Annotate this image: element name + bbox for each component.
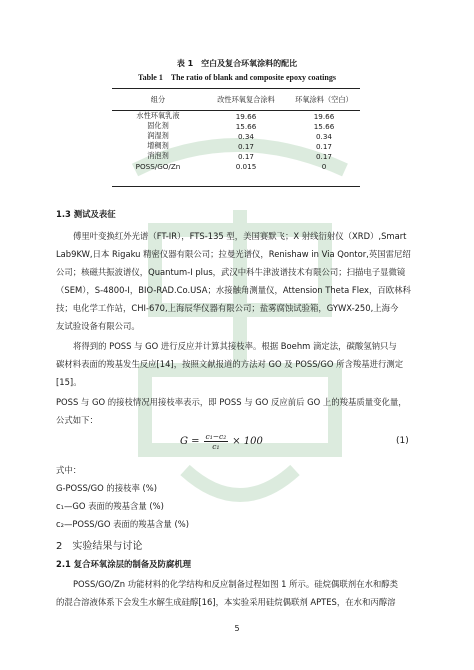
table-cell: 0.015 <box>235 161 257 171</box>
formula-fraction <box>204 432 229 451</box>
where-intro: 式中： <box>56 465 82 475</box>
table-header-cell: 环氧涂料（空白） <box>295 95 353 104</box>
table-cell: 增稠剂 <box>147 141 169 150</box>
table-cell: 19.66 <box>235 111 257 121</box>
table-cell: 水性环氧乳液 <box>136 111 180 120</box>
text-line: 公式如下： <box>56 415 98 425</box>
formula-rhs: × 100 <box>232 436 263 447</box>
table-row <box>112 161 360 171</box>
table-top-rule <box>112 88 360 89</box>
text-line: 傅里叶变换红外光谱（FT-IR），FTS-135 型，美国赛默飞；X 射线衍射仪（XRD）,Smart <box>73 231 407 241</box>
table-caption-zh: 表 1 空白及复合环氧涂料的配比 <box>176 59 298 68</box>
table-bottom-rule <box>112 186 360 187</box>
where-item: G-POSS/GO 的接枝率 (%) <box>56 483 158 493</box>
table-cell: 15.66 <box>235 121 257 131</box>
text-line: Lab9KW,日本 Rigaku 精密仪器有限公司；拉曼光谱仪，Renishaw in Via Qontor,英国雷尼绍 <box>56 249 411 259</box>
where-item: c₁—GO 表面的羧基含量 (%) <box>56 501 164 511</box>
table-cell: 0.34 <box>315 131 332 141</box>
equation-number: (1) <box>396 436 409 446</box>
table-cell: 0.17 <box>237 151 254 161</box>
table-cell: 19.66 <box>313 111 335 121</box>
formula-denominator: c₁ <box>212 442 220 451</box>
table-cell: 0.17 <box>315 141 332 151</box>
table-header-row <box>112 93 360 107</box>
table-cell: 0 <box>321 161 327 171</box>
table-cell: 0.17 <box>237 141 254 151</box>
text-line: [15]。 <box>56 377 82 387</box>
table-header-cell: 组分 <box>150 95 166 104</box>
text-line: 的混合溶液体系下会发生水解生成硅醇[16]，本实验采用硅烷偶联剂 APTES，在水和丙醇溶 <box>56 597 396 607</box>
table-row <box>112 151 360 161</box>
table-row <box>112 107 360 121</box>
section-heading-1-3: 1.3 测试及表征 <box>56 209 116 219</box>
table-cell: POSS/GO/Zn <box>135 161 181 171</box>
table-cell: 固化剂 <box>147 121 169 130</box>
text-line: 将得到的 POSS 与 GO 进行反应并计算其接枝率。根据 Boehm 滴定法，碳酸氢钠只与 <box>73 341 397 351</box>
formula-numerator: c₁−c₂ <box>205 432 227 441</box>
formula-lhs: G = <box>180 436 200 447</box>
text-line: POSS/GO/Zn 功能材料的化学结构和反应制备过程如图 1 所示。硅烷偶联剂在水和醇类 <box>73 579 398 589</box>
table-header-cell: 改性环氧复合涂料 <box>217 95 275 104</box>
text-line: 碳材料表面的羧基发生反应[14]，按照文献报道的方法对 GO 及 POSS/GO 所含羧基进行测定 <box>56 359 404 369</box>
table-cell: 0.17 <box>315 151 332 161</box>
table-caption-en: Table 1 The ratio of blank and composite epoxy coatings <box>138 73 336 82</box>
text-line: 友试验设备有限公司。 <box>56 321 140 331</box>
text-line: 技；电化学工作站，CHI-670,上海辰华仪器有限公司；盐雾腐蚀试验箱，GYWX-250,上海今 <box>56 303 399 313</box>
section-heading-2: 2 实验结果与讨论 <box>56 541 143 552</box>
text-line: 公司；核磁共振波谱仪，Quantum-I plus，武汉中科牛津波谱技术有限公司；扫描电子显微镜 <box>56 267 406 277</box>
table-cell: 15.66 <box>313 121 335 131</box>
table-cell: 0.34 <box>237 131 254 141</box>
table-row <box>112 141 360 151</box>
text-line: （SEM），S-4800-I，BIO-RAD.Co.USA；水接触角测量仪，Attension Theta Flex，百欧林科 <box>56 285 411 295</box>
table-cell: 润湿剂 <box>147 131 169 140</box>
text-line: POSS 与 GO 的接枝情况用接枝率表示，即 POSS 与 GO 反应前后 GO 上的羧基质量变化量， <box>56 397 407 407</box>
grafting-rate-formula <box>180 432 263 451</box>
table-row <box>112 131 360 141</box>
section-heading-2-1: 2.1 复合环氧涂层的制备及防腐机理 <box>56 559 192 569</box>
page-number: 5 <box>234 624 240 633</box>
table-row <box>112 121 360 131</box>
table-cell: 消泡剂 <box>147 151 169 160</box>
where-item: c₂—POSS/GO 表面的羧基含量 (%) <box>56 519 189 529</box>
ratio-table <box>112 93 360 171</box>
